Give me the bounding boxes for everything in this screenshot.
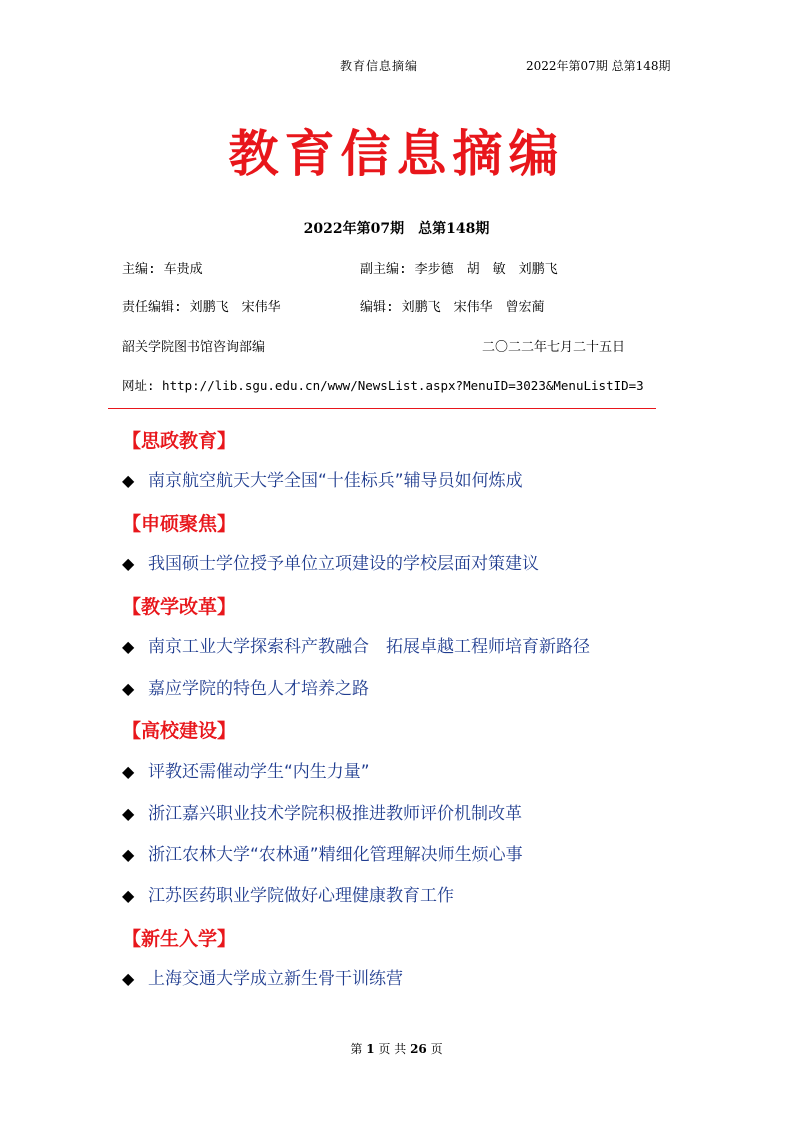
article-title[interactable]: 我国硕士学位授予单位立项建设的学校层面对策建议: [148, 554, 539, 574]
footer-mid: 页 共: [378, 1042, 407, 1056]
article-link[interactable]: [122, 802, 522, 826]
divider: [108, 408, 656, 409]
diamond-bullet-icon: ◆: [122, 969, 135, 988]
article-title[interactable]: 评教还需催动学生“内生力量”: [148, 762, 370, 782]
article-title[interactable]: 浙江嘉兴职业技术学院积极推进教师评价机制改革: [148, 804, 522, 824]
section-heading: 【申硕聚焦】: [122, 513, 237, 535]
article-title[interactable]: 南京工业大学探索科产教融合 拓展卓越工程师培育新路径: [148, 637, 590, 657]
diamond-bullet-icon: ◆: [122, 679, 135, 698]
section-heading: 【高校建设】: [122, 720, 237, 742]
footer-prefix: 第: [350, 1042, 363, 1056]
page-number: 1: [366, 1042, 375, 1056]
footer-suffix: 页: [430, 1042, 443, 1056]
article-link[interactable]: [122, 843, 523, 867]
article-link[interactable]: [122, 884, 454, 908]
publish-date: 二〇二二年七月二十五日: [482, 340, 626, 355]
article-link[interactable]: [122, 760, 370, 784]
article-link[interactable]: [122, 469, 523, 493]
running-header-title: 教育信息摘编: [340, 59, 419, 73]
responsible-editors: 责任编辑: 刘鹏飞 宋伟华: [122, 300, 281, 315]
chief-editor: 主编: 车贵成: [122, 262, 203, 277]
article-title[interactable]: 江苏医药职业学院做好心理健康教育工作: [148, 886, 454, 906]
diamond-bullet-icon: ◆: [122, 471, 135, 490]
issue-line: 2022年第07期 总第148期: [303, 221, 490, 237]
diamond-bullet-icon: ◆: [122, 554, 135, 573]
article-link[interactable]: [122, 635, 590, 659]
section-heading: 【思政教育】: [122, 430, 237, 452]
article-link[interactable]: [122, 677, 369, 701]
article-link[interactable]: [122, 967, 403, 991]
compiled-by: 韶关学院图书馆咨询部编: [122, 340, 266, 355]
diamond-bullet-icon: ◆: [122, 886, 135, 905]
article-title[interactable]: 南京航空航天大学全国“十佳标兵”辅导员如何炼成: [148, 471, 523, 491]
page-footer: [0, 1040, 793, 1058]
running-header-issue: 2022年第07期 总第148期: [526, 59, 671, 73]
running-header: [0, 56, 793, 76]
masthead-title: 教育信息摘编: [228, 125, 565, 183]
article-link[interactable]: [122, 552, 539, 576]
section-heading: 【教学改革】: [122, 596, 237, 618]
website-link[interactable]: 网址: http://lib.sgu.edu.cn/www/NewsList.aspx?MenuID=3023&MenuListID=3: [122, 378, 644, 393]
diamond-bullet-icon: ◆: [122, 804, 135, 823]
section-heading: 【新生入学】: [122, 928, 237, 950]
diamond-bullet-icon: ◆: [122, 845, 135, 864]
article-title[interactable]: 嘉应学院的特色人才培养之路: [148, 679, 369, 699]
page-total: 26: [410, 1042, 427, 1056]
editors: 编辑: 刘鹏飞 宋伟华 曾宏蔺: [360, 300, 545, 315]
article-title[interactable]: 上海交通大学成立新生骨干训练营: [148, 969, 403, 989]
diamond-bullet-icon: ◆: [122, 762, 135, 781]
article-title[interactable]: 浙江农林大学“农林通”精细化管理解决师生烦心事: [148, 845, 523, 865]
deputy-editors: 副主编: 李步德 胡 敏 刘鹏飞: [360, 262, 558, 277]
diamond-bullet-icon: ◆: [122, 637, 135, 656]
